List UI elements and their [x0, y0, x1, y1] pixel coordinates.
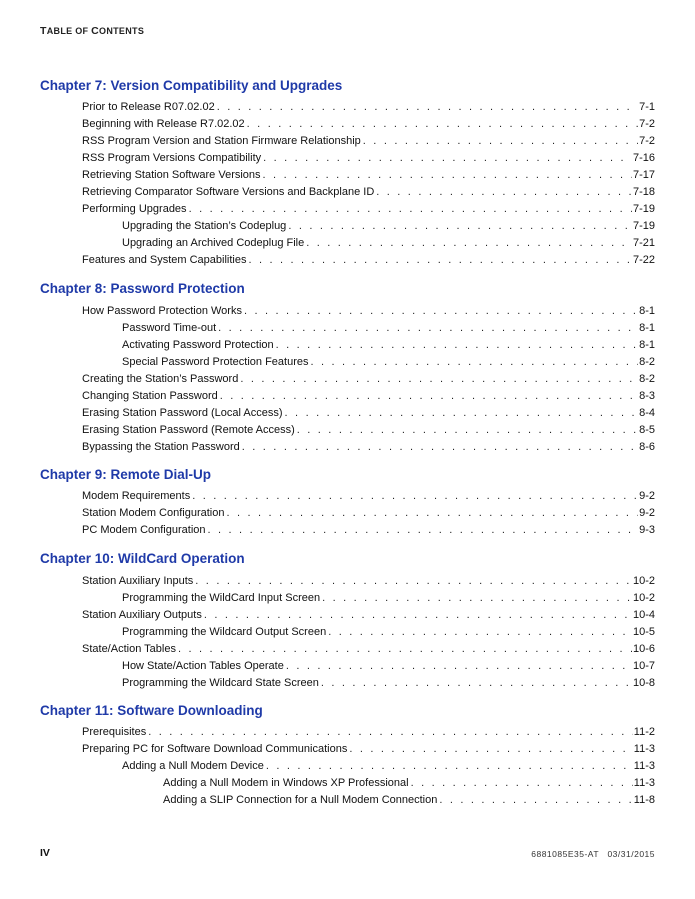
toc-entry[interactable] — [82, 371, 655, 386]
dot-leader — [411, 777, 633, 790]
toc-entry-page: 11-3 — [633, 777, 655, 789]
chapter-heading[interactable]: Chapter 9: Remote Dial-Up — [40, 467, 212, 482]
toc-entry-title: Station Modem Configuration — [82, 507, 225, 519]
toc-entry-page: 7-18 — [632, 186, 655, 198]
toc-entry[interactable] — [163, 792, 655, 807]
dot-leader — [247, 118, 638, 131]
toc-entry-page: 7-19 — [632, 203, 655, 215]
toc-entry-title: How Password Protection Works — [82, 305, 242, 317]
toc-entry[interactable] — [122, 235, 655, 250]
toc-entry-page: 10-4 — [632, 609, 655, 621]
toc-entry[interactable] — [82, 184, 655, 199]
toc-entry[interactable] — [122, 658, 655, 673]
toc-entry[interactable] — [82, 505, 655, 520]
toc-entry-page: 7-16 — [632, 152, 655, 164]
toc-entry-title: PC Modem Configuration — [82, 524, 206, 536]
toc-entry-title: Retrieving Comparator Software Versions and Backplane ID — [82, 186, 375, 198]
dot-leader — [195, 575, 632, 588]
toc-entry-page: 10-7 — [632, 660, 655, 672]
toc-entry-title: Adding a SLIP Connection for a Null Modem Connection — [163, 794, 438, 806]
dot-leader — [306, 237, 632, 250]
toc-entry-title: Upgrading the Station’s Codeplug — [122, 220, 287, 232]
toc-entry[interactable] — [82, 303, 655, 318]
toc-entry-page: 8-1 — [639, 322, 655, 334]
toc-entry-page: 8-1 — [639, 339, 655, 351]
chapter-heading[interactable]: Chapter 7: Version Compatibility and Upgrades — [40, 78, 343, 93]
dot-leader — [208, 524, 639, 537]
dot-leader — [148, 726, 633, 739]
toc-entry[interactable] — [122, 354, 655, 369]
dot-leader — [178, 643, 632, 656]
toc-entry[interactable] — [82, 522, 655, 537]
toc-entry-page: 10-2 — [632, 592, 655, 604]
toc-entry-title: Station Auxiliary Inputs — [82, 575, 194, 587]
dot-leader — [376, 186, 632, 199]
toc-entry[interactable] — [82, 201, 655, 216]
toc-entry-page: 8-6 — [639, 441, 655, 453]
toc-entry-title: Modem Requirements — [82, 490, 191, 502]
toc-entry-page: 9-3 — [639, 524, 655, 536]
dot-leader — [204, 609, 632, 622]
toc-entry[interactable] — [82, 116, 655, 131]
toc-entry-title: Station Auxiliary Outputs — [82, 609, 202, 621]
toc-entry[interactable] — [82, 488, 655, 503]
dot-leader — [286, 660, 632, 673]
toc-entry-title: Creating the Station’s Password — [82, 373, 239, 385]
chapter-heading[interactable]: Chapter 10: WildCard Operation — [40, 551, 245, 566]
toc-entry-page: 11-3 — [633, 760, 655, 772]
toc-entry[interactable] — [82, 133, 655, 148]
dot-leader — [220, 390, 638, 403]
dot-leader — [263, 152, 632, 165]
toc-entry-title: Upgrading an Archived Codeplug File — [122, 237, 305, 249]
toc-entry-page: 11-2 — [633, 726, 655, 738]
toc-entry[interactable] — [122, 758, 655, 773]
toc-entry[interactable] — [82, 741, 655, 756]
toc-entry-page: 7-2 — [639, 135, 655, 147]
toc-entry-page: 10-5 — [632, 626, 655, 638]
toc-entry-page: 8-2 — [639, 373, 655, 385]
dot-leader — [439, 794, 632, 807]
toc-entry[interactable] — [82, 439, 655, 454]
toc-entry-title: Erasing Station Password (Local Access) — [82, 407, 283, 419]
toc-entry-page: 11-3 — [633, 743, 655, 755]
toc-entry-title: Performing Upgrades — [82, 203, 187, 215]
dot-leader — [266, 760, 633, 773]
toc-entry[interactable] — [82, 405, 655, 420]
dot-leader — [288, 220, 632, 233]
toc-entry-page: 11-8 — [633, 794, 655, 806]
dot-leader — [189, 203, 632, 216]
toc-entry[interactable] — [122, 624, 655, 639]
toc-entry-title: Adding a Null Modem Device — [122, 760, 264, 772]
toc-entry-title: RSS Program Version and Station Firmware Relationship — [82, 135, 361, 147]
toc-entry[interactable] — [82, 99, 655, 114]
toc-entry-title: Changing Station Password — [82, 390, 218, 402]
toc-entry-title: RSS Program Versions Compatibility — [82, 152, 262, 164]
toc-entry-title: How State/Action Tables Operate — [122, 660, 284, 672]
toc-entry-page: 7-21 — [632, 237, 655, 249]
dot-leader — [240, 373, 638, 386]
toc-entry-page: 7-22 — [632, 254, 655, 266]
toc-entry[interactable] — [122, 590, 655, 605]
dot-leader — [297, 424, 638, 437]
chapter-heading[interactable]: Chapter 11: Software Downloading — [40, 703, 263, 718]
toc-entry-title: Preparing PC for Software Download Communications — [82, 743, 348, 755]
dot-leader — [244, 305, 638, 318]
toc-entry[interactable] — [82, 641, 655, 656]
dot-leader — [218, 322, 638, 335]
dot-leader — [248, 254, 632, 267]
toc-entry-title: Prior to Release R07.02.02 — [82, 101, 215, 113]
toc-entry-page: 7-2 — [639, 118, 655, 130]
toc-entry-title: Password Time-out — [122, 322, 217, 334]
toc-entry[interactable] — [82, 607, 655, 622]
toc-entry-title: Programming the Wildcard State Screen — [122, 677, 319, 689]
toc-entry[interactable] — [82, 724, 655, 739]
dot-leader — [322, 592, 632, 605]
toc-entry-title: Features and System Capabilities — [82, 254, 247, 266]
dot-leader — [363, 135, 638, 148]
toc-entry-title: Erasing Station Password (Remote Access) — [82, 424, 295, 436]
toc-entry-title: State/Action Tables — [82, 643, 176, 655]
dot-leader — [328, 626, 632, 639]
toc-entry[interactable] — [82, 422, 655, 437]
dot-leader — [276, 339, 638, 352]
toc-entry[interactable] — [163, 775, 655, 790]
dot-leader — [263, 169, 632, 182]
running-header: TABLE OF CONTENTS — [40, 25, 145, 37]
dot-leader — [217, 101, 638, 114]
toc-entry-title: Programming the WildCard Input Screen — [122, 592, 321, 604]
toc-entry-title: Prerequisites — [82, 726, 147, 738]
toc-entry-page: 10-2 — [632, 575, 655, 587]
toc-entry-page: 9-2 — [639, 507, 655, 519]
toc-entry-page: 10-6 — [632, 643, 655, 655]
toc-entry[interactable] — [122, 218, 655, 233]
document-id: 6881085E35-AT 03/31/2015 — [531, 849, 655, 859]
toc-entry[interactable] — [82, 252, 655, 267]
toc-entry[interactable] — [122, 675, 655, 690]
toc-entry-title: Programming the Wildcard Output Screen — [122, 626, 327, 638]
toc-entry-page: 9-2 — [639, 490, 655, 502]
toc-entry-title: Retrieving Station Software Versions — [82, 169, 261, 181]
dot-leader — [242, 441, 638, 454]
dot-leader — [310, 356, 638, 369]
dot-leader — [349, 743, 632, 756]
toc-entry[interactable] — [82, 388, 655, 403]
page-number: IV — [40, 847, 50, 859]
toc-entry-title: Activating Password Protection — [122, 339, 274, 351]
toc-entry-page: 7-19 — [632, 220, 655, 232]
toc-entry[interactable] — [122, 337, 655, 352]
toc-entry[interactable] — [82, 573, 655, 588]
toc-entry-title: Beginning with Release R7.02.02 — [82, 118, 245, 130]
toc-entry-page: 8-3 — [639, 390, 655, 402]
toc-entry[interactable] — [82, 150, 655, 165]
dot-leader — [226, 507, 638, 520]
toc-entry-page: 8-4 — [639, 407, 655, 419]
toc-entry-page: 7-17 — [632, 169, 655, 181]
dot-leader — [321, 677, 632, 690]
toc-entry-page: 8-1 — [639, 305, 655, 317]
dot-leader — [192, 490, 638, 503]
dot-leader — [285, 407, 639, 420]
toc-entry-page: 7-1 — [639, 101, 655, 113]
toc-entry-page: 8-2 — [639, 356, 655, 368]
toc-entry-page: 10-8 — [632, 677, 655, 689]
toc-entry-title: Bypassing the Station Password — [82, 441, 240, 453]
toc-entry-title: Adding a Null Modem in Windows XP Professional — [163, 777, 409, 789]
toc-entry[interactable] — [82, 167, 655, 182]
toc-entry-page: 8-5 — [639, 424, 655, 436]
toc-entry[interactable] — [122, 320, 655, 335]
toc-entry-title: Special Password Protection Features — [122, 356, 309, 368]
chapter-heading[interactable]: Chapter 8: Password Protection — [40, 281, 245, 296]
